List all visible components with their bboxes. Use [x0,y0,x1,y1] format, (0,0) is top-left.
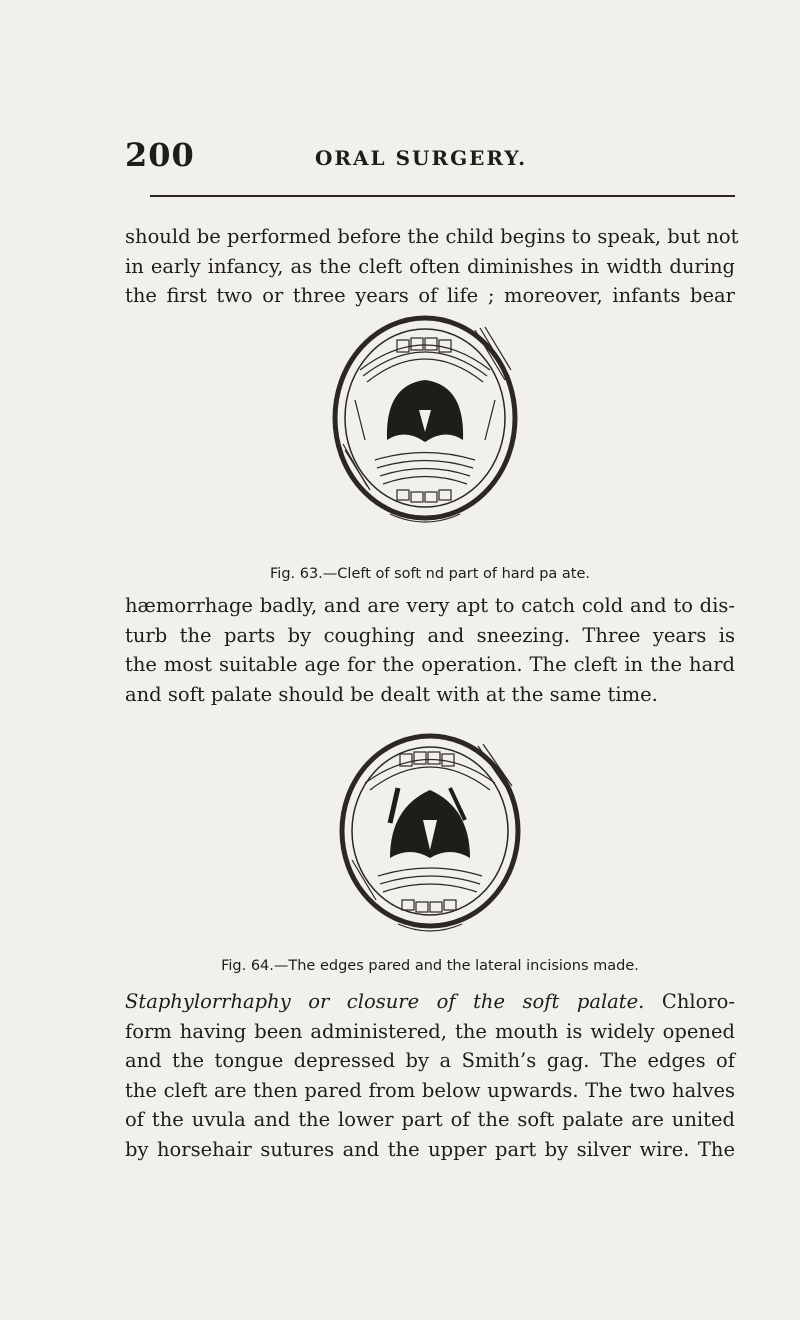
paragraph-line: hæmorrhage badly, and are very apt to catch cold and to dis- [125,594,735,617]
figure-63-caption: Fig. 63.—Cleft of soft nd part of hard pa ate. [270,566,590,582]
paragraph-line: should be performed before the child begins to speak, but not [125,225,739,248]
paragraph-3 [125,987,735,1164]
paragraph-line: the most suitable age for the operation. The cleft in the hard [125,653,735,676]
paragraph-line: and the tongue depressed by a Smith’s gag. The edges of [125,1049,735,1072]
paragraph-line: form having been administered, the mouth is widely opened [125,1019,735,1043]
paragraph-line: and soft palate should be dealt with at the same time. [125,682,658,706]
paragraph-line: of the uvula and the lower part of the soft palate are united [125,1108,735,1131]
figure-64-illustration [330,728,530,938]
figure-63-illustration [325,310,525,530]
paragraph-line: by horsehair sutures and the upper part by silver wire. The [125,1137,735,1161]
pared-edges-mouth-diagram [330,728,530,938]
paragraph-1 [125,222,739,311]
paragraph-line: the cleft are then pared from below upwards. The two halves [125,1078,735,1102]
paragraph-2 [125,591,735,709]
header-rule [150,195,735,197]
figure-64-caption: Fig. 64.—The edges pared and the lateral incisions made. [221,958,639,974]
cleft-palate-mouth-diagram [325,310,525,530]
section-heading: Staphylorrhaphy or closure of the soft palate. [125,990,645,1013]
page-header [125,136,735,176]
page-number: 200 [125,136,195,174]
paragraph-first-line [125,987,735,1017]
paragraph-line: turb the parts by coughing and sneezing. Three years is [125,623,735,647]
paragraph-line-rest: Chloro- [661,990,736,1013]
paragraph-line: in early infancy, as the cleft often diminishes in width during [125,254,735,278]
running-head: ORAL SURGERY. [315,146,528,170]
paragraph-line: the first two or three years of life ; moreover, infants bear [125,284,735,307]
